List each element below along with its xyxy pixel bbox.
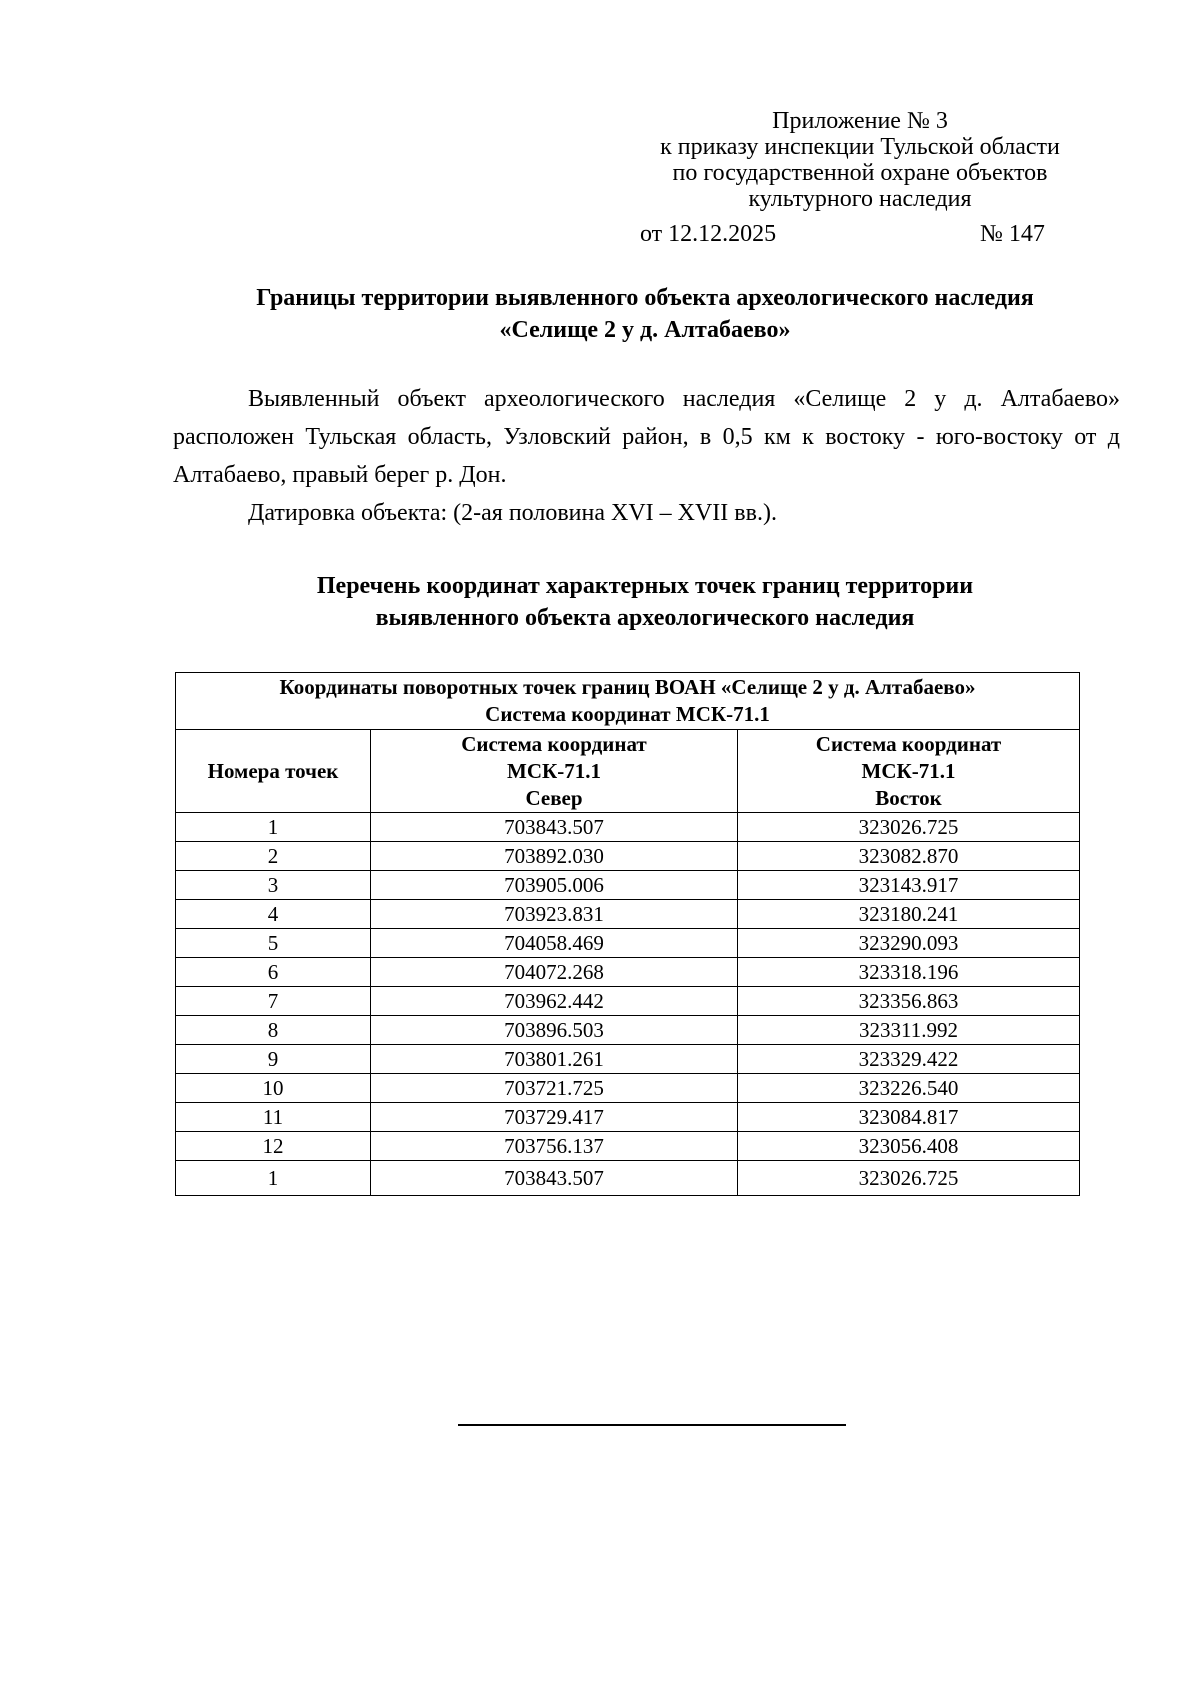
- column-header-east: [738, 730, 1080, 813]
- coordinates-list-title-line-2: выявленного объекта археологического наследия: [375, 605, 915, 631]
- east-coordinate: 323082.870: [738, 842, 1080, 871]
- east-coordinate: 323226.540: [738, 1074, 1080, 1103]
- north-coordinate: 703923.831: [371, 900, 738, 929]
- column-header-point-number: Номера точек: [176, 730, 371, 813]
- table-row: [176, 1074, 1080, 1103]
- column-header-north-line-3: Север: [525, 785, 583, 810]
- table-row: [176, 871, 1080, 900]
- north-coordinate: 703892.030: [371, 842, 738, 871]
- point-number: 6: [176, 958, 371, 987]
- point-number: 11: [176, 1103, 371, 1132]
- north-coordinate: 703905.006: [371, 871, 738, 900]
- east-coordinate: 323356.863: [738, 987, 1080, 1016]
- coordinates-list-title-line-1: Перечень координат характерных точек границ территории: [316, 573, 974, 599]
- table-row: [176, 929, 1080, 958]
- appendix-header: [600, 108, 1120, 212]
- table-caption-line-1: Координаты поворотных точек границ ВОАН «Селище 2 у д. Алтабаево»: [279, 675, 976, 699]
- north-coordinate: 703801.261: [371, 1045, 738, 1074]
- column-header-east-line-2: МСК-71.1: [861, 758, 956, 783]
- table-row: [176, 958, 1080, 987]
- table-row: [176, 1016, 1080, 1045]
- point-number: 3: [176, 871, 371, 900]
- document-body: [173, 380, 1120, 532]
- east-coordinate: 323143.917: [738, 871, 1080, 900]
- appendix-order-ref-2: по государственной охране объектов: [672, 160, 1048, 186]
- north-coordinate: 703756.137: [371, 1132, 738, 1161]
- north-coordinate: 704058.469: [371, 929, 738, 958]
- east-coordinate: 323084.817: [738, 1103, 1080, 1132]
- east-coordinate: 323311.992: [738, 1016, 1080, 1045]
- east-coordinate: 323026.725: [738, 1161, 1080, 1196]
- east-coordinate: 323180.241: [738, 900, 1080, 929]
- document-title-line-1: Границы территории выявленного объекта археологического наследия: [256, 285, 1034, 311]
- appendix-order-ref: к приказу инспекции Тульской области: [660, 134, 1060, 160]
- east-coordinate: 323290.093: [738, 929, 1080, 958]
- order-date: от 12.12.2025: [640, 221, 777, 247]
- point-number: 9: [176, 1045, 371, 1074]
- footer-divider-line: [458, 1424, 846, 1426]
- table-row: [176, 1103, 1080, 1132]
- appendix-order-ref-3: культурного наследия: [748, 186, 972, 212]
- north-coordinate: 703843.507: [371, 813, 738, 842]
- column-header-north: [371, 730, 738, 813]
- north-coordinate: 703843.507: [371, 1161, 738, 1196]
- north-coordinate: 703729.417: [371, 1103, 738, 1132]
- north-coordinate: 704072.268: [371, 958, 738, 987]
- column-header-north-line-1: Система координат: [461, 731, 647, 756]
- table-caption: [176, 673, 1080, 730]
- document-title: [170, 282, 1120, 346]
- table-row: [176, 842, 1080, 871]
- point-number: 7: [176, 987, 371, 1016]
- object-location-paragraph: Выявленный объект археологического наследия «Селище 2 у д. Алтабаево» расположен Тульская область, Узловский район, в 0,5 км к востоку - юго-востоку от д Алтабаево, правый берег р. Дон.: [173, 386, 1120, 488]
- east-coordinate: 323329.422: [738, 1045, 1080, 1074]
- coordinates-table: [175, 672, 1080, 1196]
- east-coordinate: 323056.408: [738, 1132, 1080, 1161]
- table-row: [176, 1161, 1080, 1196]
- table-row: [176, 813, 1080, 842]
- table-row: [176, 1045, 1080, 1074]
- appendix-number: Приложение № 3: [772, 108, 948, 134]
- object-dating-paragraph: Датировка объекта: (2-ая половина XVI – XVII вв.).: [248, 500, 777, 526]
- column-header-east-line-1: Система координат: [815, 731, 1002, 756]
- point-number: 8: [176, 1016, 371, 1045]
- table-row: [176, 1132, 1080, 1161]
- point-number: 1: [176, 1161, 371, 1196]
- point-number: 12: [176, 1132, 371, 1161]
- coordinates-list-title: [170, 570, 1120, 634]
- table-row: [176, 900, 1080, 929]
- north-coordinate: 703962.442: [371, 987, 738, 1016]
- table-row: [176, 987, 1080, 1016]
- column-header-north-line-2: МСК-71.1: [507, 758, 601, 783]
- point-number: 5: [176, 929, 371, 958]
- point-number: 10: [176, 1074, 371, 1103]
- order-number: № 147: [980, 221, 1045, 247]
- column-header-east-line-3: Восток: [875, 785, 942, 810]
- document-title-line-2: «Селище 2 у д. Алтабаево»: [499, 317, 791, 343]
- table-caption-line-2: Система координат МСК-71.1: [485, 702, 770, 726]
- north-coordinate: 703721.725: [371, 1074, 738, 1103]
- east-coordinate: 323026.725: [738, 813, 1080, 842]
- point-number: 1: [176, 813, 371, 842]
- north-coordinate: 703896.503: [371, 1016, 738, 1045]
- east-coordinate: 323318.196: [738, 958, 1080, 987]
- point-number: 4: [176, 900, 371, 929]
- point-number: 2: [176, 842, 371, 871]
